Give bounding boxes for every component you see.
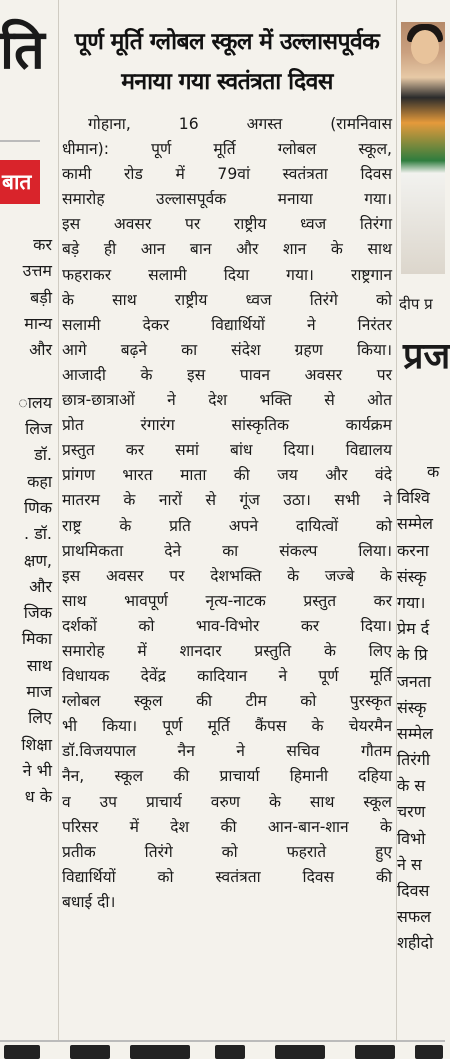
- text-line: ध के: [24, 787, 52, 807]
- text-line: मान्य: [24, 313, 52, 333]
- text-line: समारोह उल्लासपूर्वक मनाया गया।: [62, 190, 392, 209]
- next-headline-glyph: [215, 1045, 245, 1059]
- next-headline-glyph: [130, 1045, 190, 1059]
- text-line: उत्तम: [22, 261, 52, 281]
- text-line: प्रोत रंगारंग सांस्कृतिक कार्यक्रम: [62, 416, 392, 435]
- text-line: राष्ट्र के प्रति अपने दायित्वों को: [62, 516, 392, 535]
- next-headline-glyph: [355, 1045, 395, 1059]
- next-headline-glyph: [415, 1045, 443, 1059]
- text-line: इस अवसर पर राष्ट्रीय ध्वज तिरंगा: [62, 215, 392, 234]
- news-photo: [401, 22, 445, 274]
- text-line: साथ: [26, 655, 52, 675]
- text-line: कहा: [27, 471, 52, 491]
- text-line: लिज: [25, 419, 52, 439]
- right-text-lines: [397, 460, 445, 958]
- left-red-banner: बात: [0, 160, 40, 204]
- text-line: सम्मेल: [397, 723, 434, 743]
- text-line: बड़ी: [30, 287, 52, 307]
- text-line: मिका: [21, 629, 52, 649]
- text-line: डॉ.विजयपाल नैन ने सचिव गौतम: [62, 742, 392, 761]
- news-article: [62, 22, 392, 915]
- text-line: के साथ राष्ट्रीय ध्वज तिरंगे को: [62, 290, 392, 309]
- left-divider: [0, 140, 40, 142]
- text-line: साथ भावपूर्ण नृत्य-नाटक प्रस्तुत कर: [62, 591, 392, 610]
- text-line: चरण: [397, 802, 426, 822]
- text-line: गोहाना, 16 अगस्त (रामनिवास: [88, 115, 392, 133]
- text-line: धीमान): पूर्ण मूर्ति ग्लोबल स्कूल,: [62, 140, 392, 159]
- text-line: प्राथमिकता देने का संकल्प लिया।: [62, 541, 392, 560]
- text-line: बड़े ही आन बान और शान के साथ: [62, 240, 392, 259]
- text-line: प्रस्तुत कर समां बांध दिया। विद्यालय: [62, 441, 392, 460]
- text-line: परिसर में देश की आन-बान-शान के: [62, 817, 392, 836]
- text-line: विश्वि: [397, 488, 430, 508]
- next-headline-glyph: [275, 1045, 325, 1059]
- text-line: प्रांगण भारत माता की जय और वंदे: [62, 466, 392, 485]
- text-line: क्षण,: [23, 550, 52, 570]
- text-line: गया।: [397, 592, 426, 612]
- text-line: प्रतीक तिरंगे को फहराते हुए: [62, 842, 392, 861]
- text-line: संस्कृ: [397, 566, 427, 586]
- text-line: . डॉ.: [24, 524, 52, 544]
- text-line: ालय: [18, 392, 52, 412]
- text-line: भी किया। पूर्ण मूर्ति कैंपस के चेयरमैन: [62, 717, 392, 736]
- text-line: करना: [397, 540, 429, 560]
- text-line: आजादी के इस पावन अवसर पर: [62, 365, 392, 384]
- photo-caption-fragment: दीप प्र: [399, 295, 433, 313]
- headline-line-1: पूर्ण मूर्ति ग्लोबल स्कूल में उल्लासपूर्वक: [74, 28, 380, 55]
- text-line: लिए: [28, 708, 52, 728]
- next-headline-glyph: [4, 1045, 40, 1059]
- text-line: नैन, स्कूल की प्राचार्या हिमानी दहिया: [62, 767, 392, 786]
- text-line: सम्मेल: [397, 514, 434, 534]
- text-line: णिक: [23, 497, 52, 517]
- text-line: [0, 364, 56, 390]
- text-line: व उप प्राचार्य वरुण के साथ स्कूल: [62, 792, 392, 811]
- text-line: के प्रि: [397, 645, 428, 665]
- text-line: कामी रोड में 79वां स्वतंत्रता दिवस: [62, 165, 392, 184]
- text-line: आगे बढ़ने का संदेश ग्रहण किया।: [62, 340, 392, 359]
- right-adjacent-column: [397, 0, 450, 1057]
- text-line: शहीदो: [397, 933, 434, 953]
- text-line: छात्र-छात्राओं ने देश भक्ति से ओत: [62, 391, 392, 410]
- right-headline-fragment: प्रज: [403, 335, 450, 377]
- left-headline-fragment: ति: [0, 18, 45, 81]
- text-line: प्रेम र्द: [397, 619, 430, 639]
- text-line: शिक्षा: [21, 734, 52, 754]
- text-line: जिक: [23, 603, 52, 623]
- text-line: संस्कृ: [397, 697, 427, 717]
- photo-face-shape: [411, 30, 439, 64]
- next-headline-strip: [0, 1045, 445, 1057]
- text-line: ने भी: [22, 760, 52, 780]
- text-line: समारोह में शानदार प्रस्तुति के लिए: [62, 641, 392, 660]
- text-line: सफल: [397, 907, 432, 927]
- text-line: बधाई दी।: [62, 892, 116, 911]
- text-line: ग्लोबल स्कूल की टीम को पुरस्कृत: [62, 692, 392, 711]
- text-line: मातरम के नारों से गूंज उठा। सभी ने: [62, 491, 392, 510]
- headline-line-2: मनाया गया स्वतंत्रता दिवस: [121, 68, 333, 95]
- text-line: डॉ.: [34, 445, 52, 465]
- text-line: तिरंगी: [397, 750, 430, 770]
- article-body: [62, 112, 392, 915]
- text-line: क: [427, 462, 440, 481]
- text-line: सलामी देकर विद्यार्थियों ने निरंतर: [62, 315, 392, 334]
- text-line: विद्यार्थियों को स्वतंत्रता दिवस की: [62, 867, 392, 886]
- text-line: के स: [397, 776, 426, 796]
- text-line: विभो: [397, 828, 426, 848]
- text-line: विधायक देवेंद्र कादियान ने पूर्ण मूर्ति: [62, 667, 392, 686]
- text-line: ने स: [397, 854, 422, 874]
- text-line: माज: [26, 682, 52, 702]
- text-line: और: [29, 340, 52, 360]
- article-headline: [62, 22, 392, 102]
- text-line: दर्शकों को भाव-विभोर कर दिया।: [62, 616, 392, 635]
- left-text-lines: [0, 233, 56, 812]
- text-line: कर: [33, 235, 52, 254]
- text-line: दिवस: [397, 881, 430, 900]
- text-line: जनता: [397, 671, 432, 691]
- text-line: इस अवसर पर देशभक्ति के जज्बे के: [62, 566, 392, 585]
- text-line: और: [29, 576, 52, 596]
- bottom-divider: [0, 1040, 445, 1042]
- next-headline-glyph: [70, 1045, 110, 1059]
- text-line: फहराकर सलामी दिया गया। राष्ट्रगान: [62, 265, 392, 284]
- left-adjacent-column: [0, 0, 56, 1057]
- column-divider-left: [58, 0, 59, 1040]
